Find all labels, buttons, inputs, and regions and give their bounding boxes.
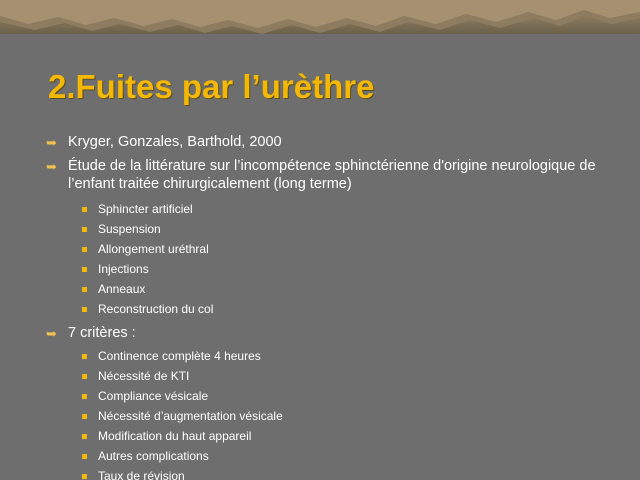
arrow-bullet-icon: ➥ [46,326,57,341]
square-bullet-icon [82,221,98,232]
arrow-bullet-icon: ➥ [46,159,57,174]
sub-bullet-text: Continence complète 4 heures [98,349,261,363]
square-bullet-icon [82,408,98,419]
square-bullet-icon [82,261,98,272]
sub-bullet-item [82,221,606,238]
square-bullet-icon [82,241,98,252]
sub-bullet-group [46,348,606,480]
sub-bullet-item [82,201,606,218]
square-bullet-icon [82,281,98,292]
torn-edge-graphic [0,0,640,40]
sub-bullet-text: Autres complications [98,449,209,463]
bullet-text: Étude de la littérature sur l’incompétence sphinctérienne d'origine neurologique de l’enfant traitée chirurgicalement (long terme) [68,158,596,192]
sub-bullet-item [82,348,606,365]
bullet-item [46,324,606,343]
sub-bullet-text: Sphincter artificiel [98,202,193,216]
sub-bullet-item [82,301,606,318]
sub-bullet-item [82,281,606,298]
page-title: 2.Fuites par l’urèthre [48,68,375,105]
sub-bullet-text: Taux de révision [98,469,185,480]
square-bullet-icon [82,468,98,479]
sub-bullet-item [82,408,606,425]
sub-bullet-text: Anneaux [98,282,146,296]
sub-bullet-item [82,468,606,480]
sub-bullet-text: Injections [98,262,149,276]
sub-bullet-item [82,428,606,445]
sub-bullet-text: Nécessité de KTI [98,369,190,383]
sub-bullet-item [82,241,606,258]
square-bullet-icon [82,348,98,359]
sub-bullet-text: Suspension [98,222,161,236]
sub-bullet-text: Nécessité d’augmentation vésicale [98,409,283,423]
square-bullet-icon [82,368,98,379]
sub-bullet-item [82,448,606,465]
square-bullet-icon [82,388,98,399]
sub-bullet-text: Reconstruction du col [98,302,214,316]
square-bullet-icon [82,201,98,212]
square-bullet-icon [82,448,98,459]
arrow-bullet-icon: ➥ [46,135,57,150]
sub-bullet-text: Modification du haut appareil [98,429,252,443]
slide-body [46,133,606,480]
sub-bullet-item [82,368,606,385]
square-bullet-icon [82,301,98,312]
square-bullet-icon [82,428,98,439]
bullet-text: Kryger, Gonzales, Barthold, 2000 [68,134,282,150]
bullet-item [46,157,606,193]
sub-bullet-group [46,201,606,318]
bullet-item [46,133,606,152]
sub-bullet-item [82,388,606,405]
sub-bullet-text: Compliance vésicale [98,389,209,403]
bullet-text: 7 critères : [68,325,136,341]
sub-bullet-item [82,261,606,278]
sub-bullet-text: Allongement uréthral [98,242,209,256]
